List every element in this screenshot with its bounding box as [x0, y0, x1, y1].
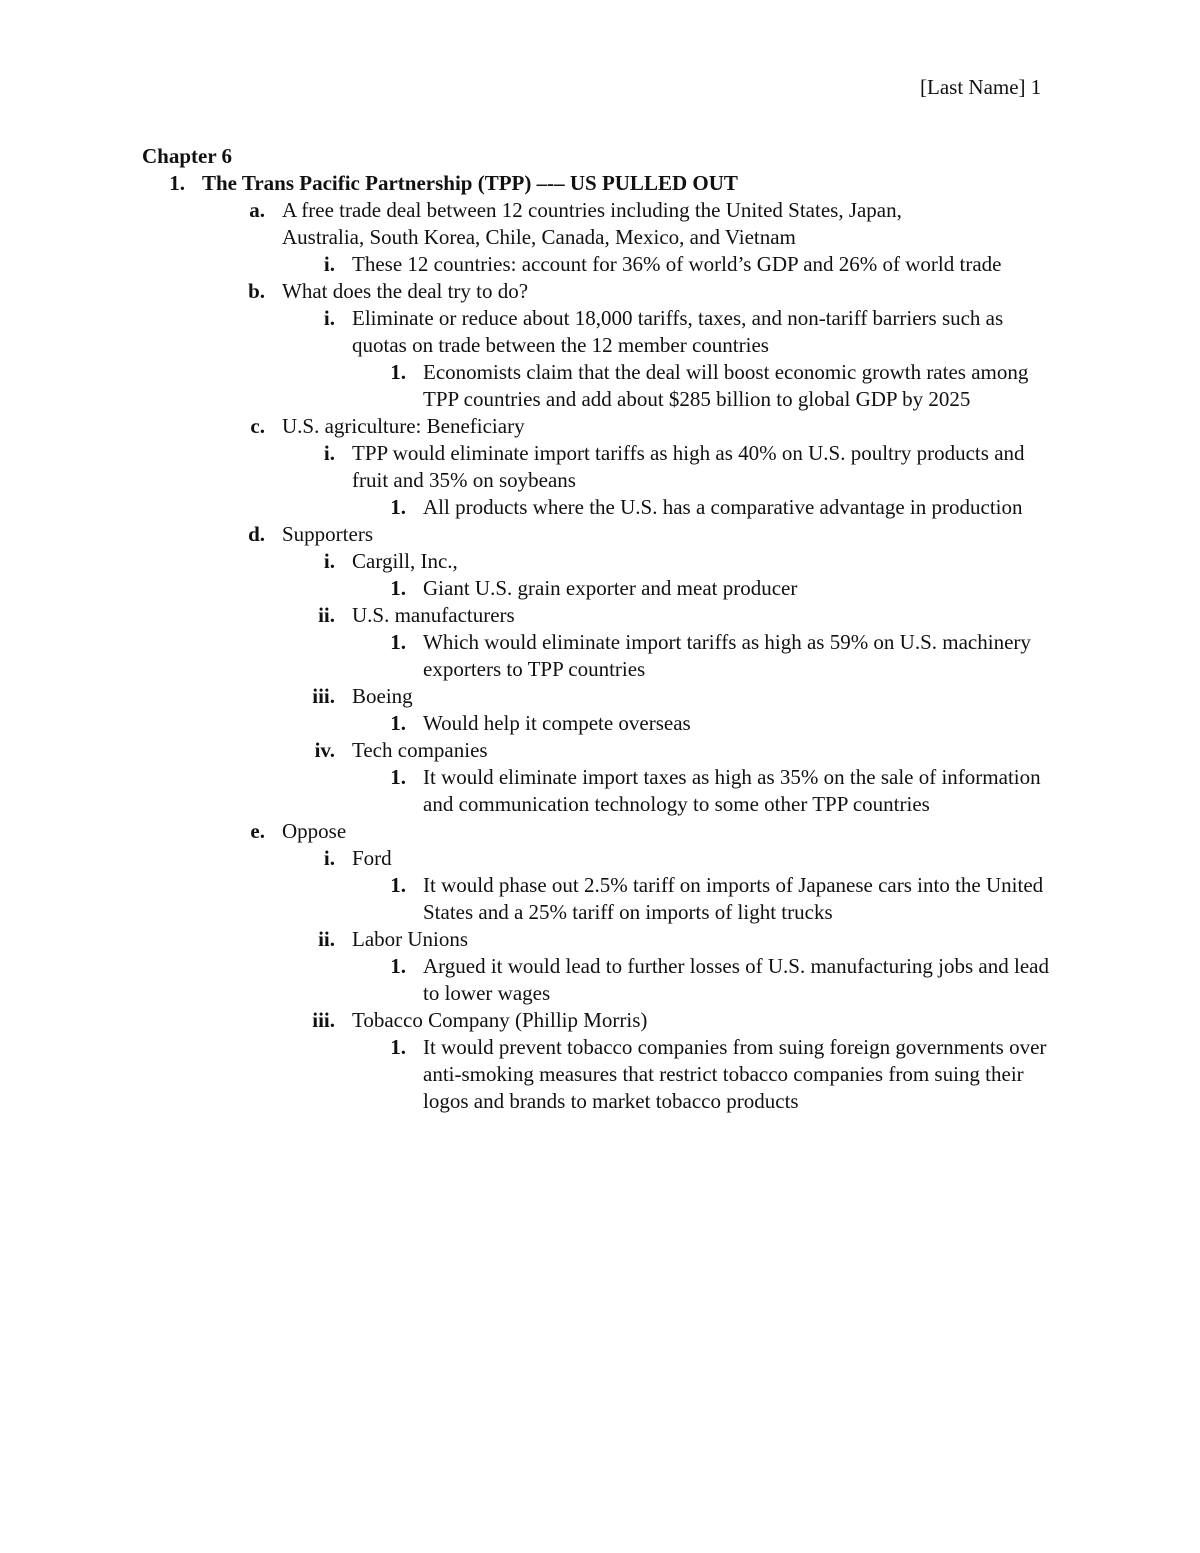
outline-item-level-3 — [142, 602, 1062, 629]
outline-marker: iii. — [312, 684, 335, 708]
outline-marker: ii. — [318, 603, 335, 627]
outline-item-level-3 — [142, 737, 1062, 764]
outline-text: Which would eliminate import tariffs as high as 59% on U.S. machinery exporters to TPP countries — [423, 630, 1031, 681]
outline-marker: i. — [323, 846, 335, 870]
outline-marker: iii. — [312, 1008, 335, 1032]
outline-item-level-2 — [142, 413, 1062, 440]
outline-marker: 1. — [169, 171, 185, 195]
outline-text: TPP would eliminate import tariffs as high as 40% on U.S. poultry products and fruit and 35% on soybeans — [352, 441, 1025, 492]
outline-text: Economists claim that the deal will boost economic growth rates among TPP countries and add about $285 billion to global GDP by 2025 — [423, 360, 1029, 411]
outline-marker: ii. — [318, 927, 335, 951]
outline-text: The Trans Pacific Partnership (TPP) –-– US PULLED OUT — [202, 171, 738, 195]
outline-item-level-4 — [142, 764, 1062, 818]
outline-item-level-4 — [142, 710, 1062, 737]
outline-item-level-3 — [142, 926, 1062, 953]
outline-item-level-4 — [142, 872, 1062, 926]
outline-marker: d. — [248, 522, 265, 546]
outline-item-level-4 — [142, 575, 1062, 602]
outline-item-level-3 — [142, 251, 1062, 278]
outline-text: Tech companies — [352, 738, 488, 762]
outline-item-level-3 — [142, 548, 1062, 575]
outline-text: Would help it compete overseas — [423, 711, 691, 735]
outline-item-level-2 — [142, 521, 1062, 548]
outline-text: These 12 countries: account for 36% of world’s GDP and 26% of world trade — [352, 252, 1002, 276]
outline-text: Argued it would lead to further losses of U.S. manufacturing jobs and lead to lower wages — [423, 954, 1049, 1005]
outline-item-level-2 — [142, 278, 1062, 305]
outline-marker: i. — [323, 306, 335, 330]
outline-item-level-3 — [142, 305, 1062, 359]
outline-item-level-2 — [142, 197, 1062, 251]
outline-text: What does the deal try to do? — [282, 279, 529, 303]
outline-marker: b. — [248, 279, 265, 303]
outline-item-level-3 — [142, 1007, 1062, 1034]
chapter-title: Chapter 6 — [142, 144, 233, 168]
outline-text: Supporters — [282, 522, 373, 546]
outline-marker: i. — [323, 549, 335, 573]
outline-text: U.S. agriculture: Beneficiary — [282, 414, 525, 438]
outline-marker: 1. — [390, 495, 406, 519]
outline-marker: 1. — [390, 360, 406, 384]
outline-text: A free trade deal between 12 countries including the United States, Japan, Australia, South Korea, Chile, Canada, Mexico, and Vietnam — [282, 198, 902, 249]
outline-text: Giant U.S. grain exporter and meat producer — [423, 576, 798, 600]
outline-item-level-1 — [142, 170, 1062, 197]
outline-item-level-4 — [142, 1034, 1062, 1115]
outline-text: It would eliminate import taxes as high as 35% on the sale of information and communication technology to some other TPP countries — [423, 765, 1041, 816]
outline-marker: i. — [323, 441, 335, 465]
outline-item-level-3 — [142, 440, 1062, 494]
outline-list — [142, 170, 1062, 1115]
outline-item-level-2 — [142, 818, 1062, 845]
document-body — [142, 143, 1062, 1115]
outline-text: Cargill, Inc., — [352, 549, 458, 573]
outline-item-level-3 — [142, 683, 1062, 710]
outline-text: Eliminate or reduce about 18,000 tariffs, taxes, and non-tariff barriers such as quotas on trade between the 12 member countries — [352, 306, 1004, 357]
outline-item-level-4 — [142, 629, 1062, 683]
outline-marker: 1. — [390, 765, 406, 789]
outline-marker: 1. — [390, 954, 406, 978]
outline-text: Tobacco Company (Phillip Morris) — [352, 1008, 648, 1032]
outline-text: It would phase out 2.5% tariff on imports of Japanese cars into the United States and a 25% tariff on imports of light trucks — [423, 873, 1044, 924]
outline-marker: 1. — [390, 873, 406, 897]
outline-item-level-4 — [142, 953, 1062, 1007]
page-header: [Last Name] 1 — [920, 75, 1042, 99]
outline-text: Boeing — [352, 684, 413, 708]
outline-text: Ford — [352, 846, 392, 870]
outline-text: All products where the U.S. has a comparative advantage in production — [423, 495, 1023, 519]
outline-item-level-3 — [142, 845, 1062, 872]
outline-item-level-4 — [142, 359, 1062, 413]
outline-marker: 1. — [390, 711, 406, 735]
outline-text: Oppose — [282, 819, 347, 843]
outline-marker: iv. — [314, 738, 335, 762]
outline-marker: 1. — [390, 1035, 406, 1059]
outline-text: U.S. manufacturers — [352, 603, 515, 627]
outline-marker: 1. — [390, 630, 406, 654]
outline-marker: 1. — [390, 576, 406, 600]
outline-marker: a. — [249, 198, 265, 222]
outline-marker: i. — [323, 252, 335, 276]
outline-text: It would prevent tobacco companies from suing foreign governments over anti-smoking measures that restrict tobacco companies from suing their logos and brands to market tobacco products — [423, 1035, 1047, 1113]
outline-item-level-4 — [142, 494, 1062, 521]
outline-marker: e. — [250, 819, 265, 843]
outline-text: Labor Unions — [352, 927, 469, 951]
outline-marker: c. — [250, 414, 265, 438]
